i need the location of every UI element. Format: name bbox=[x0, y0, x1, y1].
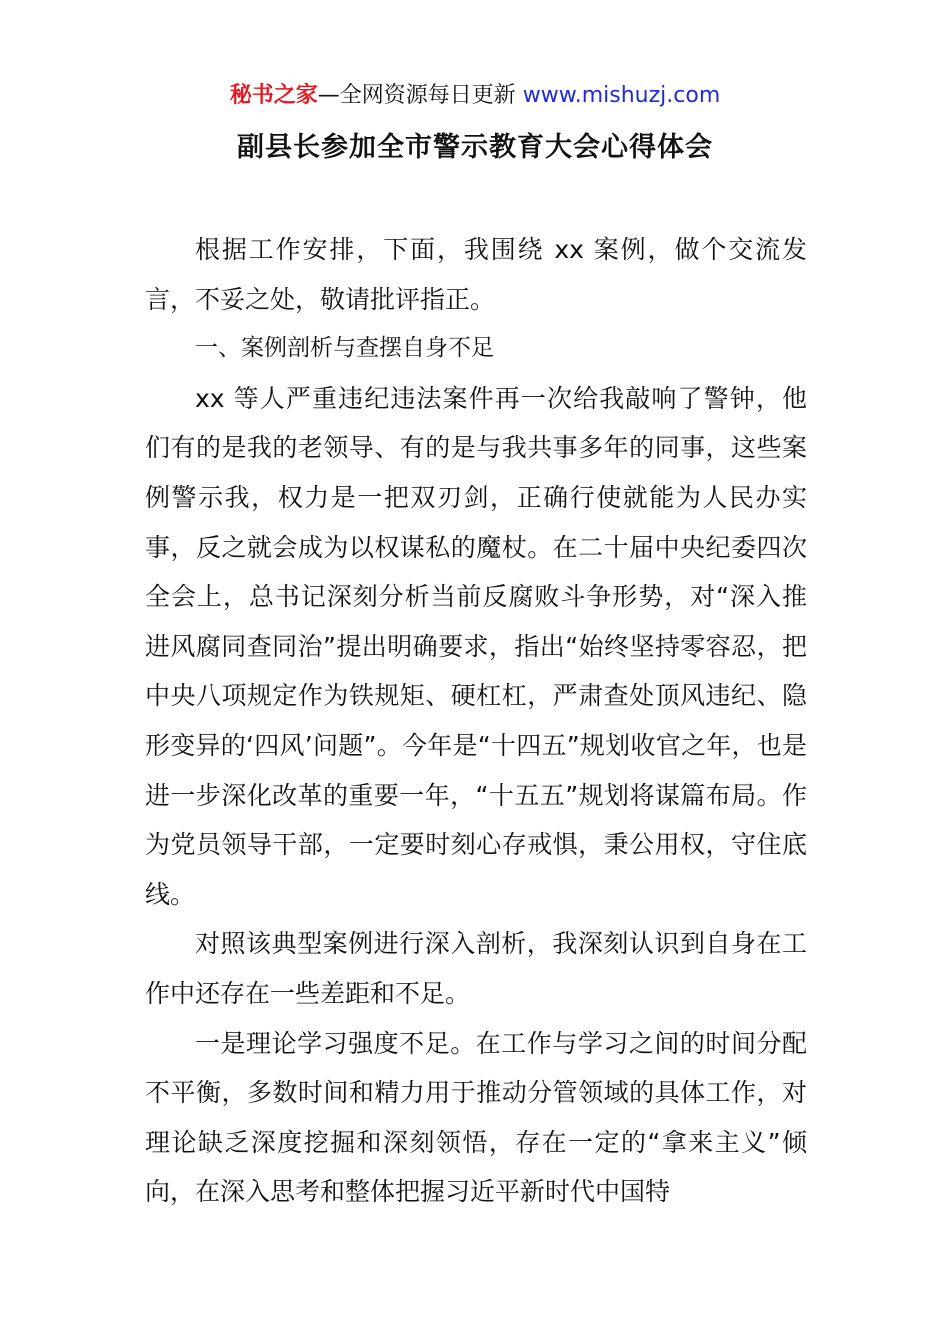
analysis-paragraph: 对照该典型案例进行深入剖析，我深刻认识到自身在工作中还存在一些差距和不足。 bbox=[145, 929, 807, 1008]
theory-study-paragraph: 一是理论学习强度不足。在工作与学习之间的时间分配不平衡，多数时间和精力用于推动分管领域的具体工作，对理论缺乏深度挖掘和深刻领悟，存在一定的“拿来主义”倾向，在深入思考和整体把握习近平新时代中国特 bbox=[145, 1028, 807, 1207]
case-paragraph: xx 等人严重违纪违法案件再一次给我敲响了警钟，他们有的是我的老领导、有的是与我共事多年的同事，这些案例警示我，权力是一把双刃剑，正确行使就能为人民办实事，反之就会成为以权谋私的魔杖。在二十届中央纪委四次全会上，总书记深刻分析当前反腐败斗争形势，对“深入推进风腐同查同治”提出明确要求，指出“始终坚持零容忍，把中央八项规定作为铁规矩、硬杠杠，严肃查处顶风违纪、隐形变异的‘四风’问题”。今年是“十四五”规划收官之年，也是进一步深化改革的重要一年，“十五五”规划将谋篇布局。作为党员领导干部，一定要时刻心存戒惧，秉公用权，守住底线。 bbox=[145, 383, 807, 909]
site-tagline: —全网资源每日更新 bbox=[317, 83, 523, 108]
brand-name: 秘书之家 bbox=[229, 83, 318, 108]
section-heading: 一、案例剖析与查摆自身不足 bbox=[195, 335, 494, 362]
document-body bbox=[145, 225, 807, 1217]
site-header bbox=[0, 78, 950, 114]
intro-paragraph: 根据工作安排，下面，我围绕 xx 案例，做个交流发言，不妥之处，敬请批评指正。 bbox=[145, 235, 807, 314]
site-url-link[interactable]: www.mishuzj.com bbox=[522, 83, 721, 108]
document-title: 副县长参加全市警示教育大会心得体会 bbox=[237, 132, 713, 163]
